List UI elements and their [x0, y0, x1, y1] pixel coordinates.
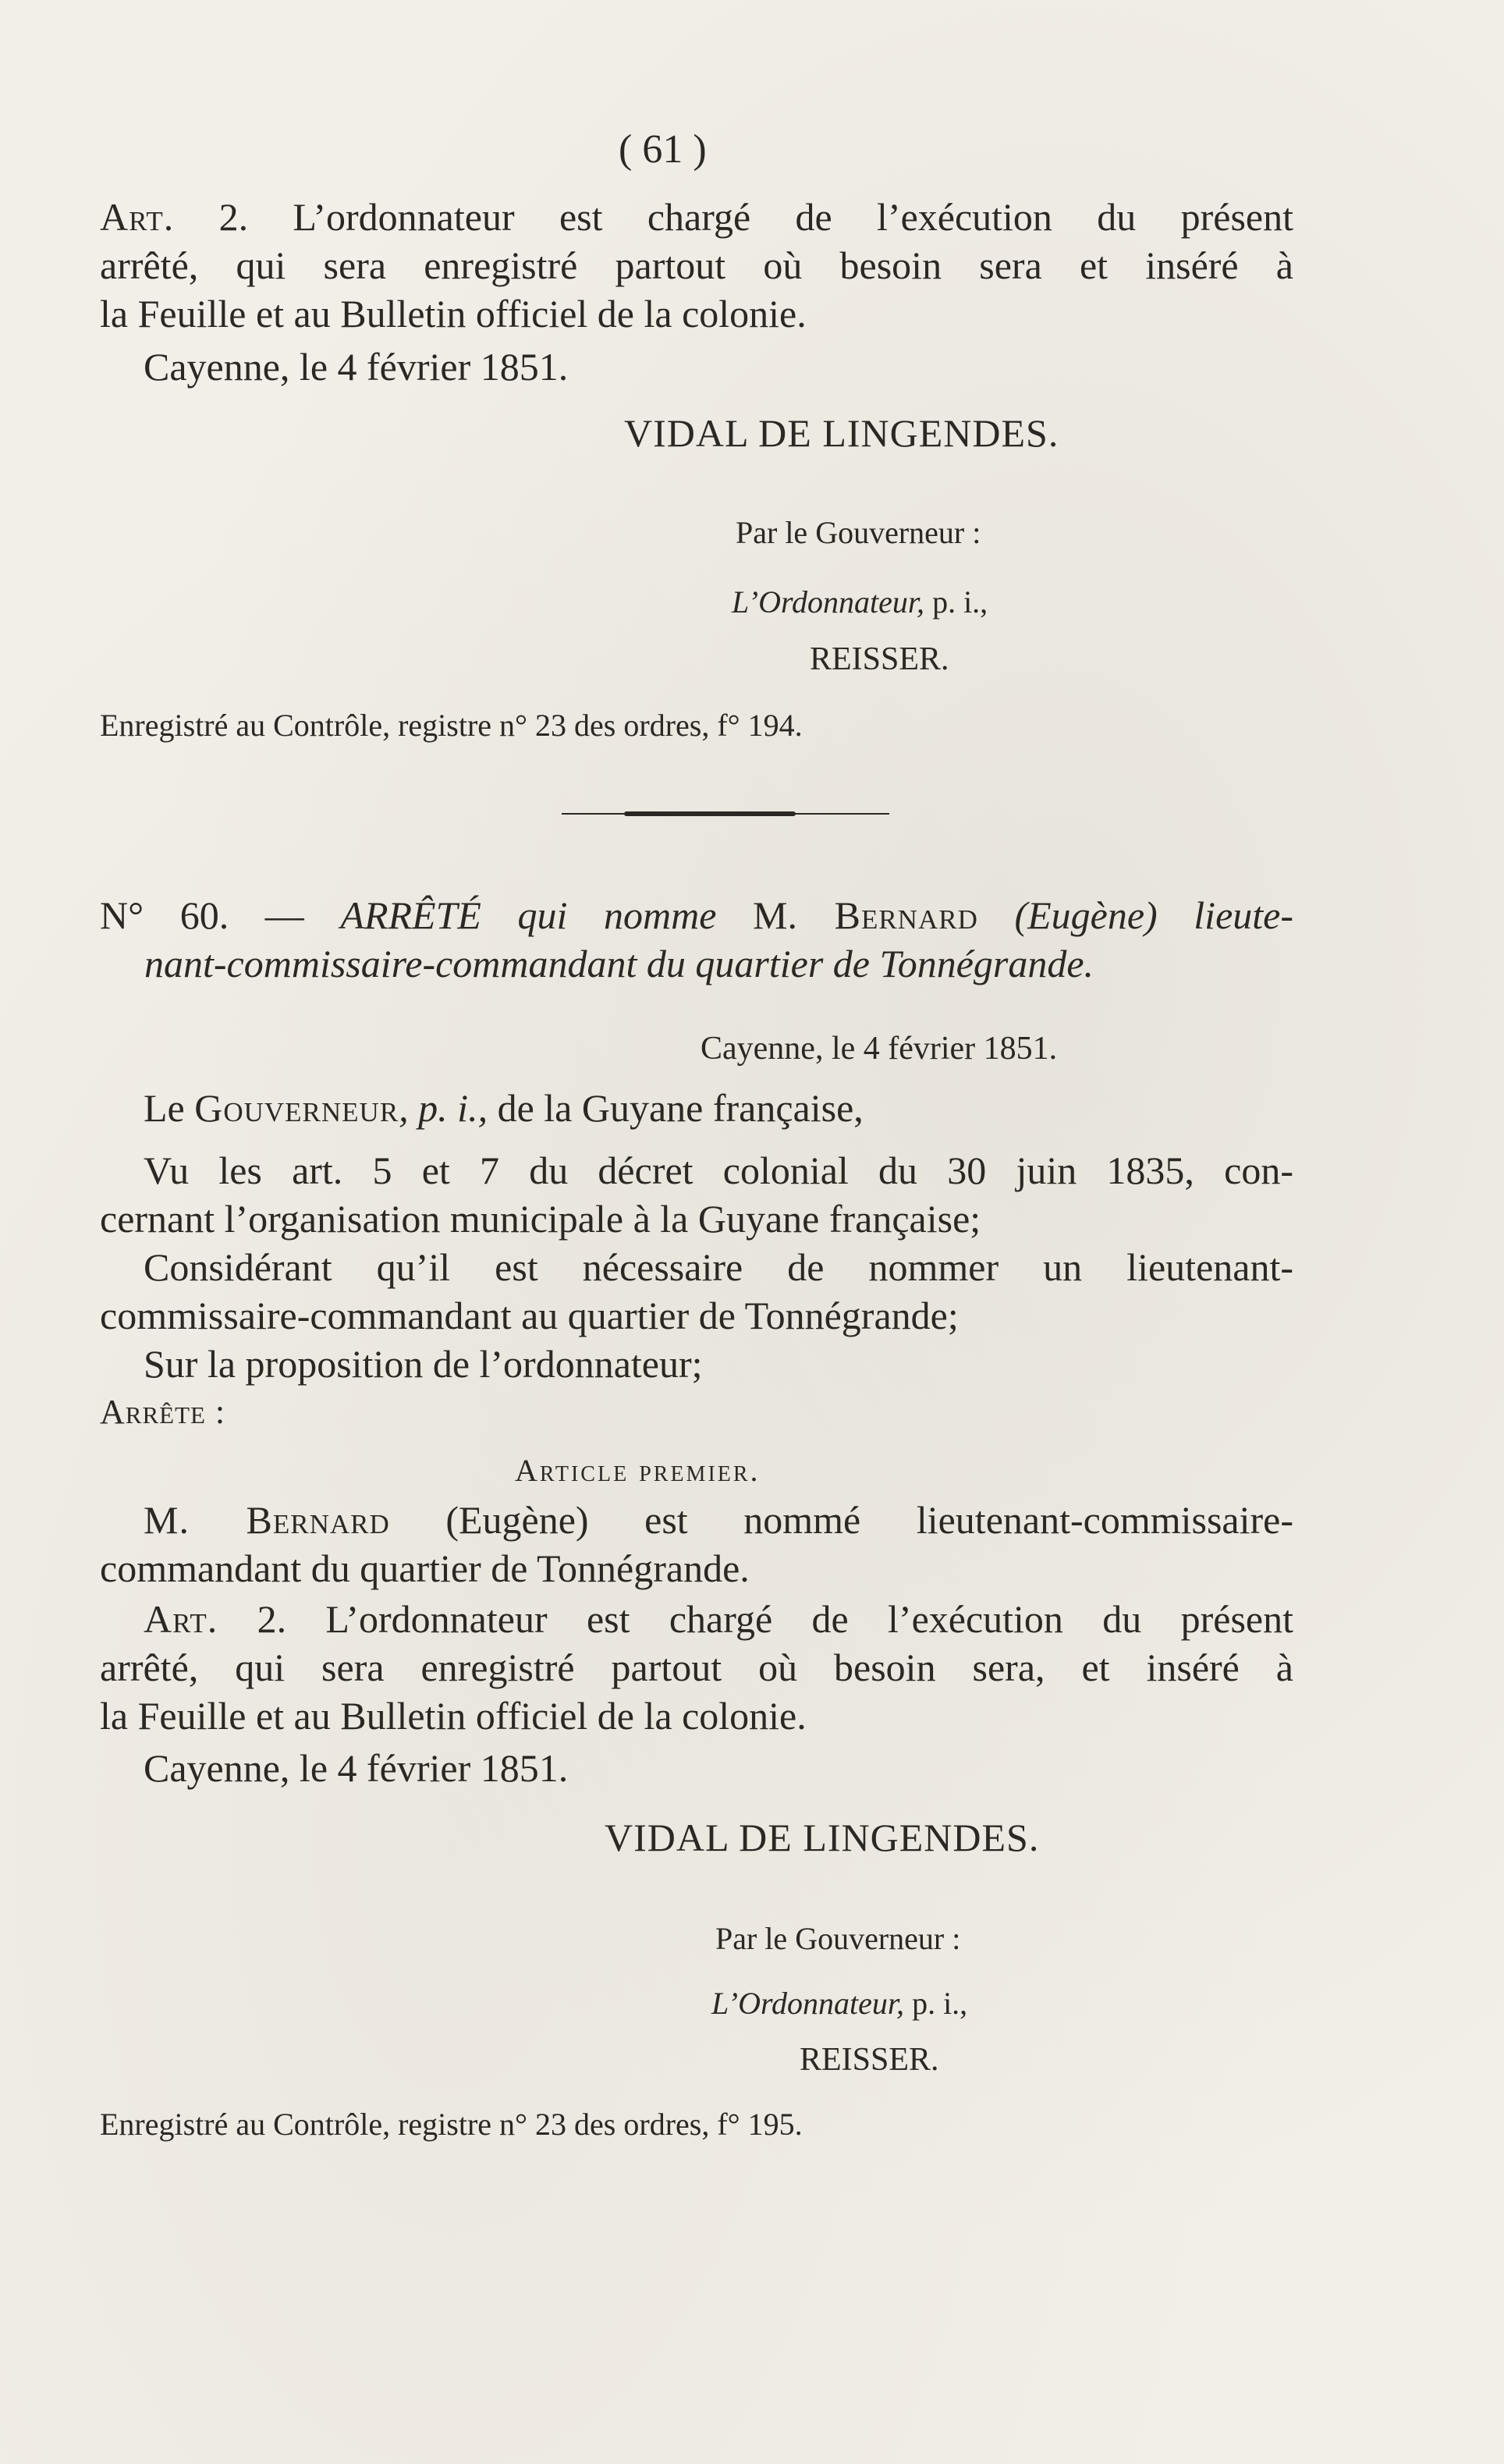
decree-by-governor: Par le Gouverneur : — [715, 1921, 961, 1956]
governor-le: Le — [144, 1086, 195, 1130]
art2b-line3: la Feuille et au Bulletin officiel de la colonie. — [100, 1694, 807, 1738]
art2-line1 — [100, 193, 1293, 240]
art2b-line1 — [144, 1596, 1293, 1642]
ordonnateur-name: REISSER. — [810, 641, 949, 677]
ordonnateur-line — [732, 579, 988, 626]
art-label: Art. — [100, 195, 175, 239]
governor-line — [144, 1085, 864, 1131]
decree-ordonnateur-title: L’Ordonnateur, — [711, 1986, 905, 2021]
considerant-line2: commissaire-commandant au quartier de Tonnégrande; — [100, 1294, 959, 1337]
signature-vidal: VIDAL DE LINGENDES. — [624, 411, 1059, 455]
proposition-line: Sur la proposition de l’ordonnateur; — [144, 1342, 703, 1386]
art-number: 2. — [174, 195, 249, 239]
art2-line2: arrêté, qui sera enregistré partout où besoin sera et inséré à — [100, 243, 1293, 287]
section-divider — [562, 811, 889, 816]
art1-name: M. Bernard — [144, 1498, 390, 1542]
by-governor: Par le Gouverneur : — [736, 515, 981, 550]
decree-arrete: ARRÊTÉ — [340, 893, 481, 937]
governor-rest: de la Guyane française, — [488, 1086, 864, 1130]
decree-registration-line: Enregistré au Contrôle, registre n° 23 des ordres, f° 195. — [100, 2107, 803, 2142]
ordonnateur-suffix: p. i., — [924, 584, 988, 620]
decree-ordonnateur-line — [711, 1980, 967, 2027]
arrete-label: Arrête : — [100, 1393, 226, 1431]
decree-heading-firstname: (Eugène) — [977, 893, 1158, 937]
art1-line1 — [144, 1497, 1293, 1543]
governor-title: Gouverneur — [194, 1086, 399, 1130]
art2b-line2: arrêté, qui sera enregistré partout où besoin sera, et inséré à — [100, 1646, 1293, 1689]
article-premier: Article premier. — [515, 1453, 761, 1488]
ordonnateur-title: L’Ordonnateur, — [732, 584, 925, 620]
decree-number: N° 60. — — [100, 893, 304, 937]
governor-pi: , p. i., — [399, 1086, 488, 1130]
decree-heading-text2: lieute- — [1157, 893, 1293, 937]
decree-place-date: Cayenne, le 4 février 1851. — [701, 1031, 1058, 1067]
considerant-line1: Considérant qu’il est nécessaire de nommer un lieutenant- — [144, 1245, 1293, 1289]
decree-heading-line1 — [100, 892, 1293, 939]
art1-line2: commandant du quartier de Tonnégrande. — [100, 1546, 750, 1590]
decree-heading-m: M. — [753, 893, 798, 937]
decree-signature-vidal: VIDAL DE LINGENDES. — [605, 1816, 1040, 1859]
art-text: L’ordonnateur est chargé de l’exécution du présent — [248, 195, 1293, 239]
decree-ordonnateur-name: REISSER. — [800, 2042, 939, 2078]
decree-heading-name: Bernard — [797, 893, 978, 937]
page-number: ( 61 ) — [619, 127, 707, 172]
registration-line: Enregistré au Contrôle, registre n° 23 des ordres, f° 194. — [100, 708, 803, 743]
decree-heading-text: qui nomme — [481, 893, 754, 937]
divider-thick-line — [624, 811, 796, 816]
art2b-text: 2. L’ordonnateur est chargé de l’exécution du présent — [218, 1597, 1293, 1641]
place-date: Cayenne, le 4 février 1851. — [144, 345, 569, 389]
art1-text: (Eugène) est nommé lieutenant-commissaire- — [389, 1498, 1293, 1542]
vu-line1: Vu les art. 5 et 7 du décret colonial du 30 juin 1835, con- — [144, 1149, 1293, 1192]
closing-place-date: Cayenne, le 4 février 1851. — [144, 1746, 569, 1790]
art2b-label: Art. — [144, 1597, 218, 1641]
decree-heading-line2: nant-commissaire-commandant du quartier de Tonnégrande. — [144, 942, 1094, 985]
art2-line3: la Feuille et au Bulletin officiel de la colonie. — [100, 292, 807, 336]
vu-line2: cernant l’organisation municipale à la Guyane française; — [100, 1197, 981, 1241]
decree-ordonnateur-suffix: p. i., — [904, 1986, 968, 2021]
